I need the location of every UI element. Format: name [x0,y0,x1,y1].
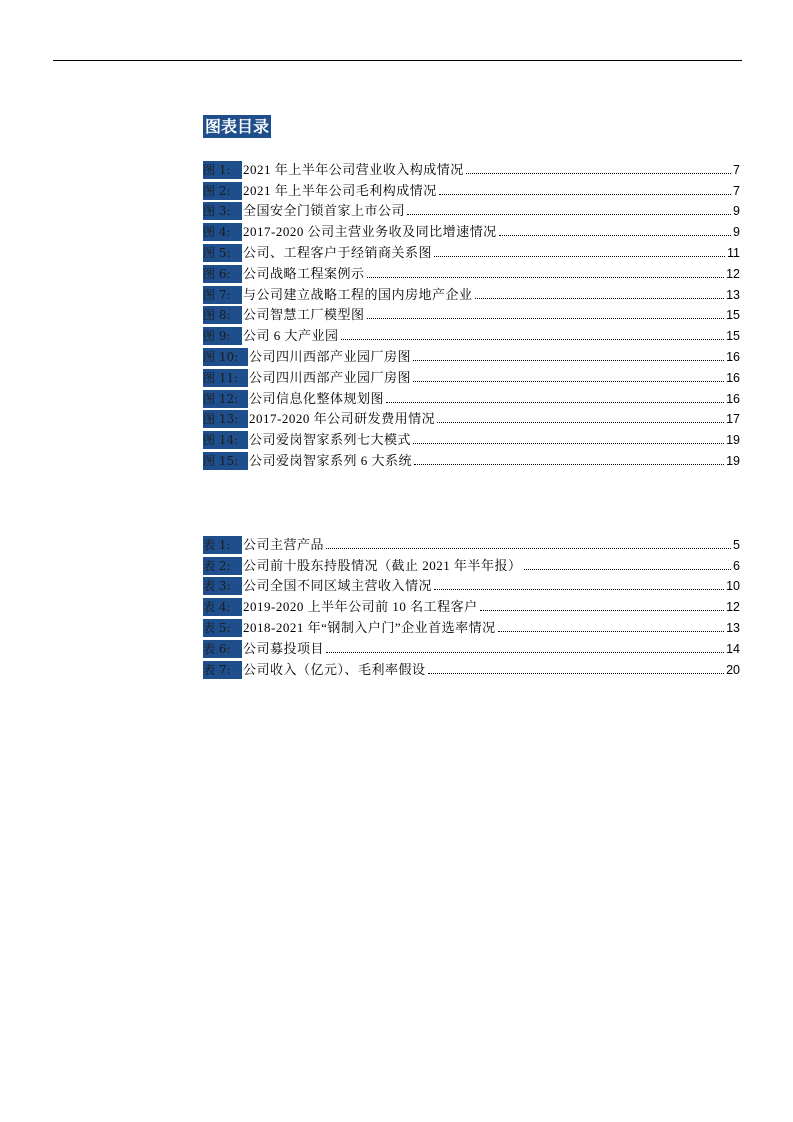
figure-label: 图 6: [203,265,242,283]
dot-leader [414,463,724,465]
figure-label: 图 11: [203,369,248,387]
figure-entry[interactable] [203,366,740,387]
table-title: 公司主营产品 [243,536,325,552]
dot-leader [386,401,724,403]
figure-entry[interactable] [203,387,740,408]
table-page-number: 10 [726,579,740,594]
table-label: 表 1: [203,536,242,554]
table-entry[interactable] [203,637,740,658]
table-page-number: 12 [726,600,740,615]
dot-leader [413,380,724,382]
dot-leader [326,651,724,653]
table-title: 2019-2020 上半年公司前 10 名工程客户 [243,599,478,615]
figure-page-number: 16 [726,391,740,406]
dot-leader [341,338,725,340]
figure-entry[interactable] [203,283,740,304]
dot-leader [475,297,725,299]
table-title: 公司收入（亿元）、毛利率假设 [243,661,426,677]
figure-entry[interactable] [203,408,740,429]
table-page-number: 6 [733,558,740,573]
table-label: 表 5: [203,619,242,637]
figure-title: 公司爱岗智家系列 6 大系统 [249,452,413,468]
figure-title: 公司智慧工厂模型图 [243,307,365,323]
table-page-number: 14 [726,641,740,656]
figure-page-number: 11 [727,245,740,260]
figure-title: 2017-2020 年公司研发费用情况 [249,411,436,427]
figure-title: 2021 年上半年公司营业收入构成情况 [243,161,464,177]
table-page-number: 5 [733,537,740,552]
figure-label: 图 3: [203,202,242,220]
table-entry[interactable] [203,616,740,637]
table-list [203,533,740,679]
figure-entry[interactable] [203,428,740,449]
figure-title: 公司、工程客户于经销商关系图 [243,244,433,260]
toc-title: 图表目录 [205,117,270,136]
dot-leader [434,255,725,257]
dot-leader [428,672,725,674]
table-page-number: 20 [726,662,740,677]
figure-page-number: 7 [733,162,740,177]
figure-entry[interactable] [203,200,740,221]
figure-label: 图 9: [203,327,242,345]
figure-label: 图 8: [203,306,242,324]
figure-title: 公司信息化整体规划图 [249,390,385,406]
figure-title: 全国安全门锁首家上市公司 [243,203,406,219]
table-label: 表 3: [203,577,242,595]
dot-leader [326,547,731,549]
figure-title: 公司四川西部产业园厂房图 [249,348,412,364]
dot-leader [413,359,724,361]
header-rule [53,60,742,61]
table-entry[interactable] [203,658,740,679]
dot-leader [524,568,732,570]
table-page-number: 13 [726,620,740,635]
figure-entry[interactable] [203,262,740,283]
figure-page-number: 12 [726,266,740,281]
table-label: 表 7: [203,661,242,679]
figure-title: 公司爱岗智家系列七大模式 [249,432,412,448]
figure-page-number: 9 [733,204,740,219]
dot-leader [466,172,731,174]
figure-entry[interactable] [203,324,740,345]
figure-title: 与公司建立战略工程的国内房地产企业 [243,286,473,302]
figure-label: 图 2: [203,182,242,200]
dot-leader [367,317,725,319]
figure-label: 图 4: [203,223,242,241]
figure-page-number: 15 [726,329,740,344]
figure-entry[interactable] [203,220,740,241]
figure-page-number: 9 [733,225,740,240]
table-entry[interactable] [203,533,740,554]
table-label: 表 6: [203,640,242,658]
table-entry[interactable] [203,554,740,575]
figure-page-number: 16 [726,370,740,385]
figure-entry[interactable] [203,449,740,470]
figure-page-number: 19 [726,433,740,448]
figure-label: 图 15: [203,452,248,470]
table-title: 2018-2021 年“钢制入户门”企业首选率情况 [243,619,496,635]
dot-leader [437,421,724,423]
dot-leader [499,234,731,236]
table-label: 表 4: [203,598,242,616]
figure-title: 公司 6 大产业园 [243,328,339,344]
dot-leader [480,609,725,611]
dot-leader [413,442,724,444]
dot-leader [407,213,731,215]
figure-page-number: 7 [733,183,740,198]
figure-page-number: 19 [726,453,740,468]
figure-title: 公司四川西部产业园厂房图 [249,369,412,385]
figure-page-number: 17 [726,412,740,427]
table-title: 公司前十股东持股情况（截止 2021 年半年报） [243,557,522,573]
figure-entry[interactable] [203,158,740,179]
table-entry[interactable] [203,595,740,616]
figure-label: 图 5: [203,244,242,262]
figure-page-number: 16 [726,349,740,364]
figure-label: 图 14: [203,431,248,449]
figure-page-number: 15 [726,308,740,323]
figure-entry[interactable] [203,345,740,366]
dot-leader [367,276,725,278]
table-title: 公司募投项目 [243,640,325,656]
figure-title: 公司战略工程案例示 [243,265,365,281]
figure-entry[interactable] [203,179,740,200]
figure-label: 图 12: [203,390,248,408]
figure-list [203,158,740,470]
dot-leader [439,193,731,195]
dot-leader [498,630,724,632]
figure-label: 图 1: [203,161,242,179]
figure-label: 图 13: [203,410,248,428]
figure-entry[interactable] [203,241,740,262]
figure-title: 2017-2020 公司主营业务收及同比增速情况 [243,224,497,240]
figure-label: 图 10: [203,348,248,366]
figure-entry[interactable] [203,304,740,325]
table-label: 表 2: [203,557,242,575]
dot-leader [434,588,724,590]
figure-title: 2021 年上半年公司毛利构成情况 [243,182,437,198]
figure-label: 图 7: [203,286,242,304]
table-title: 公司全国不同区域主营收入情况 [243,578,433,594]
figure-page-number: 13 [726,287,740,302]
table-entry[interactable] [203,575,740,596]
